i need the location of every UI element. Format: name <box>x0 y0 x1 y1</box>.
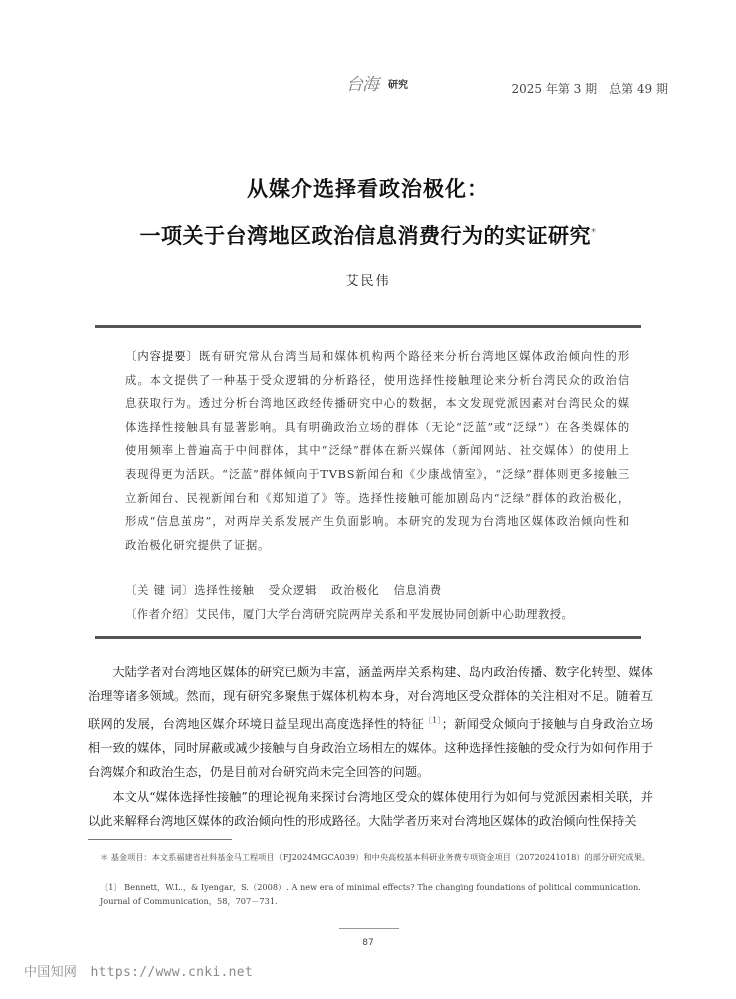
logo-tag: 研究 <box>388 80 408 91</box>
logo-script: 台海 <box>346 75 378 95</box>
title-footnote-marker: * <box>591 227 597 238</box>
paragraph: 大陆学者对台湾地区媒体的研究已颇为丰富，涵盖两岸关系构建、岛内政治传播、数字化转型、媒体治理等诸多领域。然而，现有研究多聚焦于媒体机构本身，对台湾地区受众群体的关注相对不足。随着互联网的发展，台湾地区媒介环境日益呈现出高度选择性的特征$^{〔1〕}$；新闻受众倾向于接触与自身政治立场相一致的媒体，同时屏蔽或减少接触与自身政治立场相左的媒体。这种选择性接触的受众行为如何作用于台湾媒介和政治生态，仍是目前对台研究尚未完全回答的问题。 <box>88 665 654 780</box>
journal-logo <box>346 70 416 96</box>
title-line-2-text: 一项关于台湾地区政治信息消费行为的实证研究 <box>139 224 591 248</box>
keyword: 政治极化 <box>331 584 380 597</box>
author-intro <box>125 606 573 622</box>
abstract-label: 〔内容提要〕 <box>125 350 199 363</box>
abstract-top-rule <box>95 325 641 328</box>
footnote-reference: 〔1〕 Bennett，W.L.，& Iyengar，S.（2008）. A new era of minimal effects? The changing foundations of political communication. Journal of Communication，58，707－731. <box>100 882 641 906</box>
page-number-rule <box>339 928 399 929</box>
author-intro-label: 〔作者介绍〕 <box>125 608 196 621</box>
keywords <box>125 582 442 598</box>
keyword: 受众逻辑 <box>268 584 318 597</box>
issue-info: 2025 年第 3 期 总第 49 期 <box>511 82 668 96</box>
footnote-rule <box>88 839 232 840</box>
citation-ref: 〔1〕 <box>423 715 442 725</box>
keyword: 选择性接触 <box>194 584 255 597</box>
author-intro-text: 艾民伟，厦门大学台湾研究院两岸关系和平发展协同创新中心助理教授。 <box>195 608 574 621</box>
keywords-label: 〔关 键 词〕 <box>125 584 195 597</box>
title-line-2 <box>0 220 736 250</box>
abstract <box>125 345 630 557</box>
paragraph: 本文从“媒体选择性接触”的理论视角来探讨台湾地区受众的媒体使用行为如何与党派因素相关联，并以此来解释台湾地区媒体的政治倾向性的形成路径。大陆学者历来对台湾地区媒体的政治倾向性保持关 <box>88 789 653 828</box>
title-line-1: 从媒介选择看政治极化： <box>247 177 489 201</box>
page-number: 87 <box>362 938 374 948</box>
cnki-watermark: 中国知网 https://www.cnki.net <box>24 965 254 980</box>
keyword: 信息消费 <box>393 584 442 597</box>
body-text <box>88 660 653 833</box>
abstract-text: 既有研究常从台湾当局和媒体机构两个路径来分析台湾地区媒体政治倾向性的形成。本文提供了一种基于受众逻辑的分析路径，使用选择性接触理论来分析台湾民众的政治信息获取行为。透过分析台湾地区政经传播研究中心的数据，本文发现党派因素对台湾民众的媒体选择性接触具有显著影响。具有明确政治立场的群体（无论“泛蓝”或“泛绿”）在各类媒体的使用频率上普遍高于中间群体，其中“泛绿”群体在新兴媒体（新闻网站、社交媒体）的使用上表现得更为活跃。“泛蓝”群体倾向于TVBS新闻台和《少康战情室》，“泛绿”群体则更多接触三立新闻台、民视新闻台和《郑知道了》等。选择性接触可能加剧岛内“泛绿”群体的政治极化，形成“信息茧房”，对两岸关系发展产生负面影响。本研究的发现为台湾地区媒体政治倾向性和政治极化研究提供了证据。 <box>125 350 630 552</box>
abstract-bottom-rule <box>95 636 641 639</box>
author-name: 艾民伟 <box>345 274 391 289</box>
footnote-funding: ＊ 基金项目：本文系福建省社科基金马工程项目（FJ2024MGCA039）和中央高校基本科研业务费专项资金项目（20720241018）的部分研究成果。 <box>100 852 650 862</box>
